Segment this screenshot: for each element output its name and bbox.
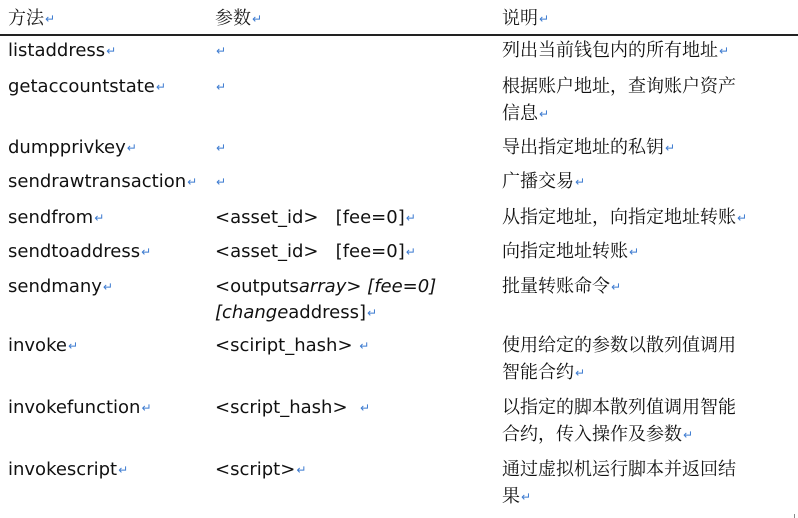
return-mark-icon: ↵ [187,175,198,189]
return-mark-icon: ↵ [539,12,550,26]
return-mark-icon: ↵ [252,12,263,26]
params-cell: <asset_id> [fee=0]↵ [215,207,416,228]
return-mark-icon: ↵ [665,141,676,155]
params-cell: <asset_id> [fee=0]↵ [215,241,416,262]
desc-cell-continued: 信息↵ [502,103,550,124]
return-mark-icon: ↵ [575,175,586,189]
return-mark-icon: ↵ [611,280,622,294]
params-cell: <script>↵ [215,459,307,480]
return-mark-icon: ↵ [405,245,416,259]
method-cell: sendrawtransaction↵ [8,171,198,192]
column-header-method: 方法↵ [8,8,56,29]
desc-cell: 向指定地址转账↵ [502,241,640,262]
params-cell [215,38,226,64]
params-cell [215,135,226,161]
return-mark-icon: ↵ [45,12,56,26]
desc-cell: 列出当前钱包内的所有地址↵ [502,40,730,61]
method-cell: dumpprivkey↵ [8,137,137,158]
method-cell: invokefunction↵ [8,397,152,418]
page-edge-marker [794,514,795,518]
return-mark-icon: ↵ [141,245,152,259]
method-cell: getaccountstate↵ [8,76,166,97]
column-header-desc: 说明↵ [502,8,550,29]
desc-cell-continued: 果↵ [502,486,532,507]
return-mark-icon: ↵ [629,245,640,259]
params-cell: <sciript_hash> ↵ [215,335,370,356]
return-mark-icon: ↵ [521,490,532,504]
desc-cell: 从指定地址，向指定地址转账↵ [502,207,748,228]
return-mark-icon: ↵ [296,463,307,477]
return-mark-icon: ↵ [106,44,117,58]
desc-cell-continued: 智能合约↵ [502,362,586,383]
params-cell [215,74,226,100]
return-mark-icon: ↵ [102,280,113,294]
return-mark-icon: ↵ [405,211,416,225]
return-mark-icon: ↵ [683,428,694,442]
params-cell-continued: [changeaddress]↵ [215,302,378,323]
return-mark-icon: ↵ [67,339,78,353]
return-mark-icon: ↵ [118,463,129,477]
return-mark-icon: ↵ [575,366,586,380]
return-mark-icon: ↵ [360,401,371,415]
column-header-params: 参数↵ [215,8,263,29]
return-mark-icon: ↵ [216,44,227,58]
return-mark-icon: ↵ [737,211,748,225]
desc-cell: 广播交易↵ [502,171,586,192]
desc-cell: 使用给定的参数以散列值调用 [502,335,736,356]
desc-cell: 通过虚拟机运行脚本并返回结 [502,459,736,480]
header-rule [0,34,798,36]
params-cell [215,169,226,195]
return-mark-icon: ↵ [94,211,105,225]
method-cell: sendtoaddress↵ [8,241,152,262]
desc-cell: 以指定的脚本散列值调用智能 [502,397,736,418]
params-cell: <outputsarray> [fee=0] [215,276,437,297]
method-cell: invoke↵ [8,335,78,356]
return-mark-icon: ↵ [216,80,227,94]
method-cell: listaddress↵ [8,40,117,61]
method-cell: sendmany↵ [8,276,113,297]
params-cell: <script_hash> ↵ [215,397,371,418]
return-mark-icon: ↵ [719,44,730,58]
desc-cell-continued: 合约，传入操作及参数↵ [502,424,694,445]
desc-cell: 导出指定地址的私钥↵ [502,137,676,158]
desc-cell: 批量转账命令↵ [502,276,622,297]
method-cell: invokescript↵ [8,459,129,480]
return-mark-icon: ↵ [155,80,166,94]
return-mark-icon: ↵ [216,141,227,155]
return-mark-icon: ↵ [126,141,137,155]
return-mark-icon: ↵ [359,339,370,353]
method-cell: sendfrom↵ [8,207,105,228]
return-mark-icon: ↵ [141,401,152,415]
return-mark-icon: ↵ [539,107,550,121]
return-mark-icon: ↵ [367,306,378,320]
return-mark-icon: ↵ [216,175,227,189]
desc-cell: 根据账户地址，查询账户资产 [502,76,736,97]
